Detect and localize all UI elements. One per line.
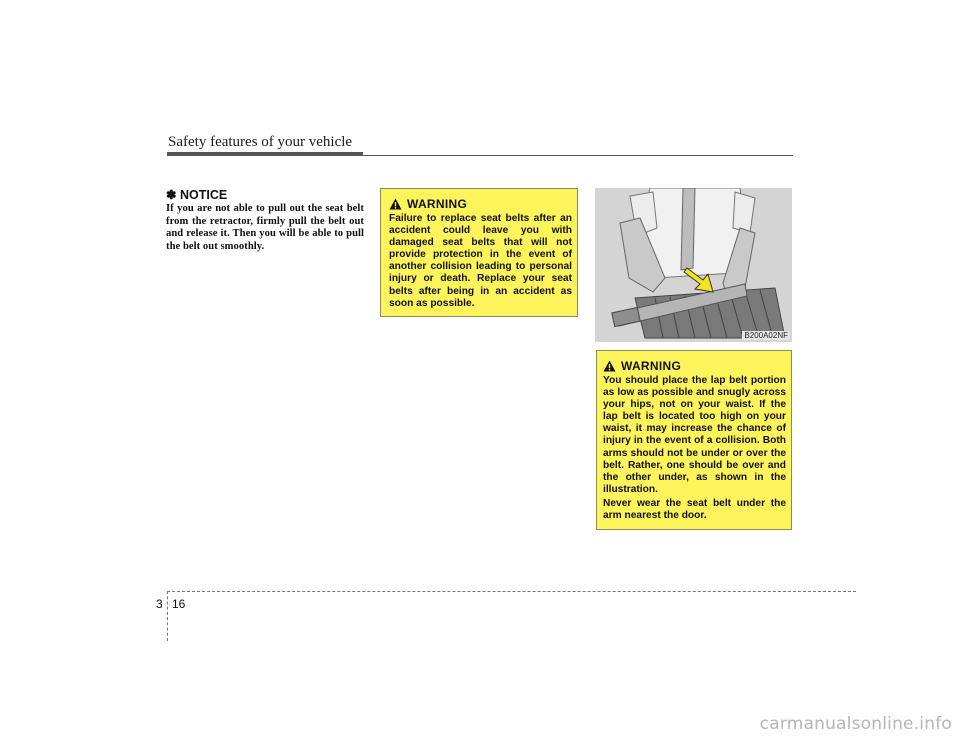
- warning-triangle-icon: [603, 360, 616, 372]
- notice-section: [166, 187, 364, 253]
- warning-triangle-icon: [389, 198, 402, 210]
- warning-paragraph: Never wear the seat belt under the arm nearest the door.: [603, 497, 786, 522]
- warning-paragraph: You should place the lap belt portion as low as possible and snugly across your hips, not on your waist. If the lap belt is located too high on your waist, it may increase the chance of injury in the event of a collision. Both arms should not be under or over the belt. Rather, one should be over and the other under, as shown in the illustration.: [603, 375, 786, 495]
- page-header-title: Safety features of your vehicle: [168, 134, 353, 150]
- footer-vertical-rule: [167, 591, 168, 641]
- warning-paragraph: Failure to replace seat belts after an accident could leave you with damaged seat belts that will not provide protection in the event of another collision leading to personal injury or death. Replace your seat belts after being in an accident as soon as possible.: [389, 213, 572, 309]
- watermark: carmanualsonline.info: [759, 714, 952, 734]
- chapter-number: 3: [156, 597, 163, 611]
- notice-heading: [166, 187, 364, 202]
- footer-rule: [167, 591, 856, 592]
- warning-title: WARNING: [621, 359, 682, 373]
- warning-box-lap-belt: [596, 350, 792, 530]
- warning-heading: [603, 359, 786, 373]
- lap-belt-figure: [595, 188, 792, 342]
- warning-heading: [389, 197, 572, 211]
- warning-box-replace-belts: [380, 188, 578, 317]
- notice-body: If you are not able to pull out the seat belt from the retractor, firmly pull the belt out and release it. Then you will be able to pull the belt out smoothly.: [166, 203, 364, 252]
- notice-symbol-icon: ✽: [166, 188, 177, 202]
- page-number: 16: [172, 597, 186, 611]
- seat-belt-illustration: [595, 188, 792, 342]
- header-rule: [167, 155, 793, 156]
- figure-code: B200A02NF: [744, 331, 788, 340]
- warning-title: WARNING: [407, 197, 468, 211]
- notice-title: NOTICE: [179, 188, 228, 202]
